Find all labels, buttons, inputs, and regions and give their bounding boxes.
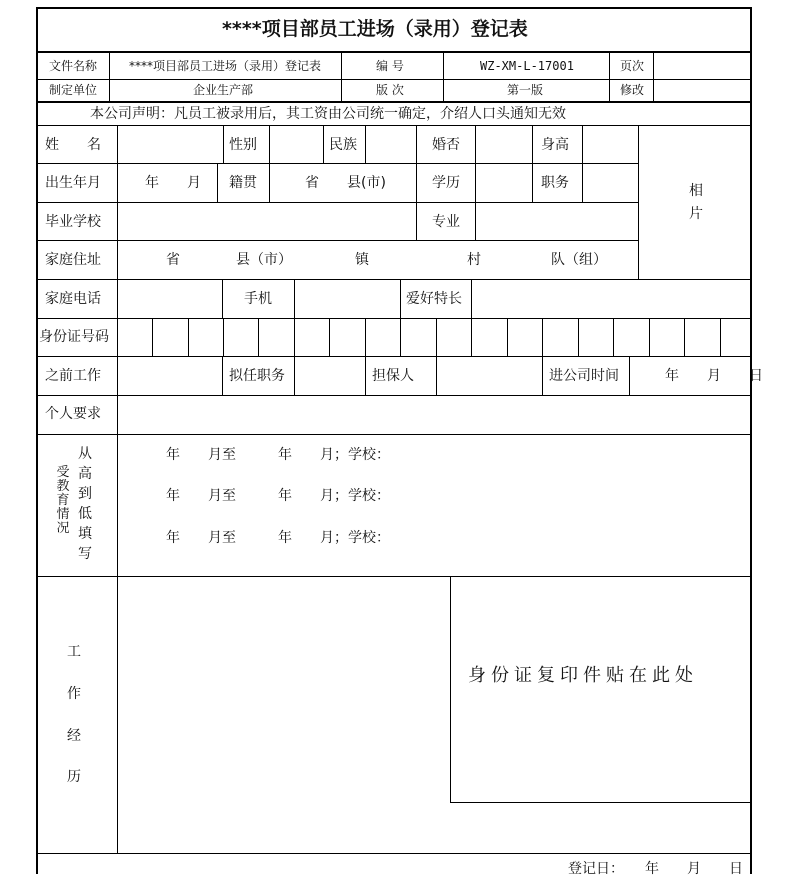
modify-label: 修改 — [620, 83, 645, 97]
edu-line-1: 年 月至 年 月；学校： — [166, 447, 390, 463]
mobile-label: 手机 — [244, 291, 272, 307]
registration-date: 登记日： 年 月 日 — [568, 861, 743, 877]
frame-left — [36, 7, 38, 874]
header-bottom-line — [36, 101, 752, 103]
birth-label: 出生年月 — [45, 175, 101, 191]
title-bottom-line — [36, 51, 752, 53]
marriage-label: 婚否 — [432, 137, 460, 153]
gender-label: 性别 — [229, 137, 257, 153]
height-label: 身高 — [541, 137, 569, 153]
file-name-value: ****项目部员工进场（录用）登记表 — [129, 59, 322, 73]
number-label: 编 号 — [376, 59, 404, 73]
page-title: ****项目部员工进场（录用）登记表 — [222, 18, 528, 40]
id-copy-box — [450, 576, 751, 803]
ethnic-label: 民族 — [329, 137, 357, 153]
edu-line-3: 年 月至 年 月；学校： — [166, 530, 390, 546]
version-label: 版 次 — [376, 83, 404, 97]
hobby-label: 爱好特长 — [406, 291, 462, 307]
photo-line1: 相 — [689, 183, 703, 199]
edu-order-note: 从 高 到 低 填 写 — [78, 446, 92, 562]
join-time-fill: 年 月 日 — [665, 368, 763, 384]
proposed-label: 拟任职务 — [229, 368, 285, 384]
photo-line2: 片 — [689, 206, 703, 222]
guarantor-label: 担保人 — [372, 368, 414, 384]
edu-line-2: 年 月至 年 月；学校： — [166, 488, 390, 504]
page-label: 页次 — [620, 59, 645, 73]
number-value: WZ-XM-L-17001 — [480, 59, 574, 73]
native-fill: 省 县(市) — [305, 175, 386, 191]
major-label: 专业 — [432, 214, 460, 230]
address-fill: 省 县（市） 镇 村 队（组） — [166, 252, 607, 268]
unit-label: 制定单位 — [49, 83, 98, 97]
address-label: 家庭住址 — [45, 252, 101, 268]
version-value: 第一版 — [507, 83, 544, 97]
position-label: 职务 — [541, 175, 569, 191]
school-label: 毕业学校 — [45, 214, 101, 230]
birth-fill: 年 月 — [145, 175, 201, 191]
work-label-1: 工 — [67, 644, 81, 660]
work-label-3: 经 — [67, 728, 81, 744]
education-label: 学历 — [432, 175, 460, 191]
unit-value: 企业生产部 — [193, 83, 254, 97]
frame-top — [36, 7, 752, 9]
statement: 本公司声明：凡员工被录用后，其工资由公司统一确定，介绍人口头通知无效 — [90, 106, 566, 122]
prev-work-label: 之前工作 — [45, 368, 101, 384]
phone-label: 家庭电话 — [45, 291, 101, 307]
id-label: 身份证号码 — [39, 329, 109, 345]
native-label: 籍贯 — [229, 175, 257, 191]
work-label-4: 历 — [67, 769, 81, 785]
id-copy-label: 身份证复印件贴在此处 — [468, 665, 698, 686]
work-label-2: 作 — [67, 686, 81, 702]
file-name-label: 文件名称 — [49, 59, 98, 73]
join-time-label: 进公司时间 — [549, 368, 619, 384]
request-label: 个人要求 — [45, 406, 101, 422]
edu-label: 受 教 育 情 况 — [56, 465, 70, 536]
name-label: 姓 名 — [45, 137, 101, 153]
